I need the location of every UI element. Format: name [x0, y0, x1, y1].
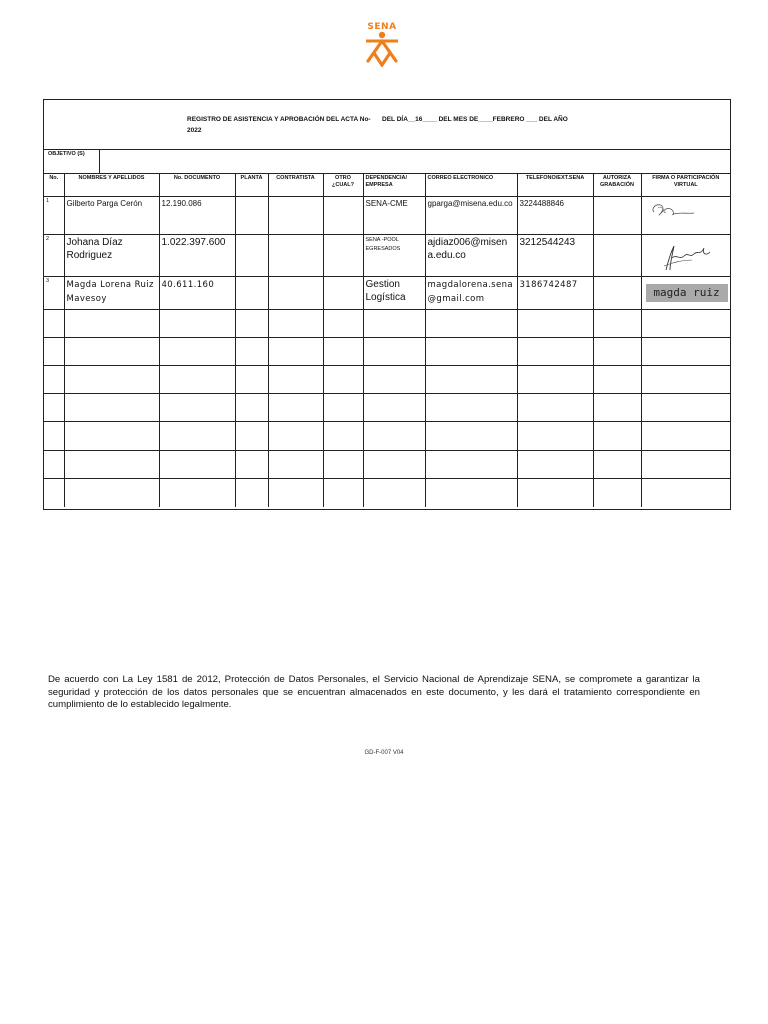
sena-logo: [356, 22, 408, 68]
row-contratista: [268, 277, 323, 310]
row-phone: 3186742487: [517, 277, 593, 310]
row-email: gparga@misena.edu.co: [425, 197, 517, 235]
row-contratista: [268, 235, 323, 277]
logo-text: SENA: [367, 22, 397, 32]
row-name: Magda Lorena Ruiz Mavesoy: [64, 277, 159, 310]
row-autoriza: [593, 235, 641, 277]
signature-scribble-icon: [644, 198, 728, 228]
table-row-empty: [44, 310, 730, 338]
sena-figure-icon: [362, 31, 402, 67]
table-row-empty: [44, 479, 730, 507]
row-phone: 3212544243: [517, 235, 593, 277]
col-header-otro: OTRO ¿CUAL?: [323, 174, 363, 197]
row-signature: [641, 277, 730, 310]
row-number: 3: [44, 277, 64, 310]
row-phone: 3224488846: [517, 197, 593, 235]
table-row-empty: [44, 422, 730, 451]
row-signature: [641, 197, 730, 235]
form-code: GD-F-007 V04: [364, 750, 404, 756]
row-email: magdalorena.sena@gmail.com: [425, 277, 517, 310]
row-dependency: SENA-CME: [363, 197, 425, 235]
signature-handwritten-icon: [644, 236, 728, 274]
attendance-form: [43, 99, 731, 510]
col-header-email: CORREO ELECTRONICO: [425, 174, 517, 197]
col-header-autoriza: AUTORIZA GRABACIÓN: [593, 174, 641, 197]
table-row: [44, 235, 730, 277]
col-header-phone: TELEFONO/EXT.SENA: [517, 174, 593, 197]
table-row-empty: [44, 394, 730, 422]
col-header-contratista: CONTRATISTA: [268, 174, 323, 197]
table-row-empty: [44, 366, 730, 394]
table-header-row: [44, 174, 730, 197]
row-otro: [323, 197, 363, 235]
signature-typed: magda ruiz: [646, 284, 728, 302]
col-header-signature: FIRMA O PARTICIPACIÓN VIRTUAL: [641, 174, 730, 197]
row-signature: [641, 235, 730, 277]
table-row-empty: [44, 338, 730, 366]
objective-divider: [99, 149, 100, 173]
col-header-no: No.: [44, 174, 64, 197]
table-row: [44, 277, 730, 310]
form-date-line: DEL DÍA__16____ DEL MES DE____FEBRERO ___ DEL AÑO: [382, 116, 568, 123]
row-dependency: SENA -POOL EGRESADOS: [363, 235, 425, 277]
row-autoriza: [593, 197, 641, 235]
row-number: 2: [44, 235, 64, 277]
row-email: ajdiaz006@misena.edu.co: [425, 235, 517, 277]
row-document: 40.611.160: [159, 277, 235, 310]
row-planta: [235, 235, 268, 277]
row-contratista: [268, 197, 323, 235]
row-document: 1.022.397.600: [159, 235, 235, 277]
form-title: REGISTRO DE ASISTENCIA Y APROBACIÓN DEL ACTA No- 2022: [187, 116, 371, 134]
row-autoriza: [593, 277, 641, 310]
form-header: [44, 100, 730, 150]
row-planta: [235, 197, 268, 235]
table-row-empty: [44, 451, 730, 479]
col-header-planta: PLANTA: [235, 174, 268, 197]
objective-row: [44, 149, 730, 174]
row-otro: [323, 277, 363, 310]
col-header-name: NOMBRES Y APELLIDOS: [64, 174, 159, 197]
row-number: 1: [44, 197, 64, 235]
objective-label: OBJETIVO (S): [48, 151, 85, 157]
row-dependency: Gestion Logística: [363, 277, 425, 310]
table-row: [44, 197, 730, 235]
col-header-document: No. DOCUMENTO: [159, 174, 235, 197]
row-planta: [235, 277, 268, 310]
row-otro: [323, 235, 363, 277]
row-document: 12.190.086: [159, 197, 235, 235]
data-protection-notice: De acuerdo con La Ley 1581 de 2012, Protección de Datos Personales, el Servicio Nacional de Aprendizaje SENA, se compromete a garantizar la seguridad y protección de los datos personales que se encuentran almacenados en este documento, y les dará el tratamiento correspondiente en cumplimiento de lo establecido legalmente.: [48, 674, 700, 710]
attendance-table: [44, 174, 730, 507]
row-name: Gilberto Parga Cerón: [64, 197, 159, 235]
row-name: Johana Díaz Rodriguez: [64, 235, 159, 277]
col-header-dependency: DEPENDENCIA/ EMPRESA: [363, 174, 425, 197]
